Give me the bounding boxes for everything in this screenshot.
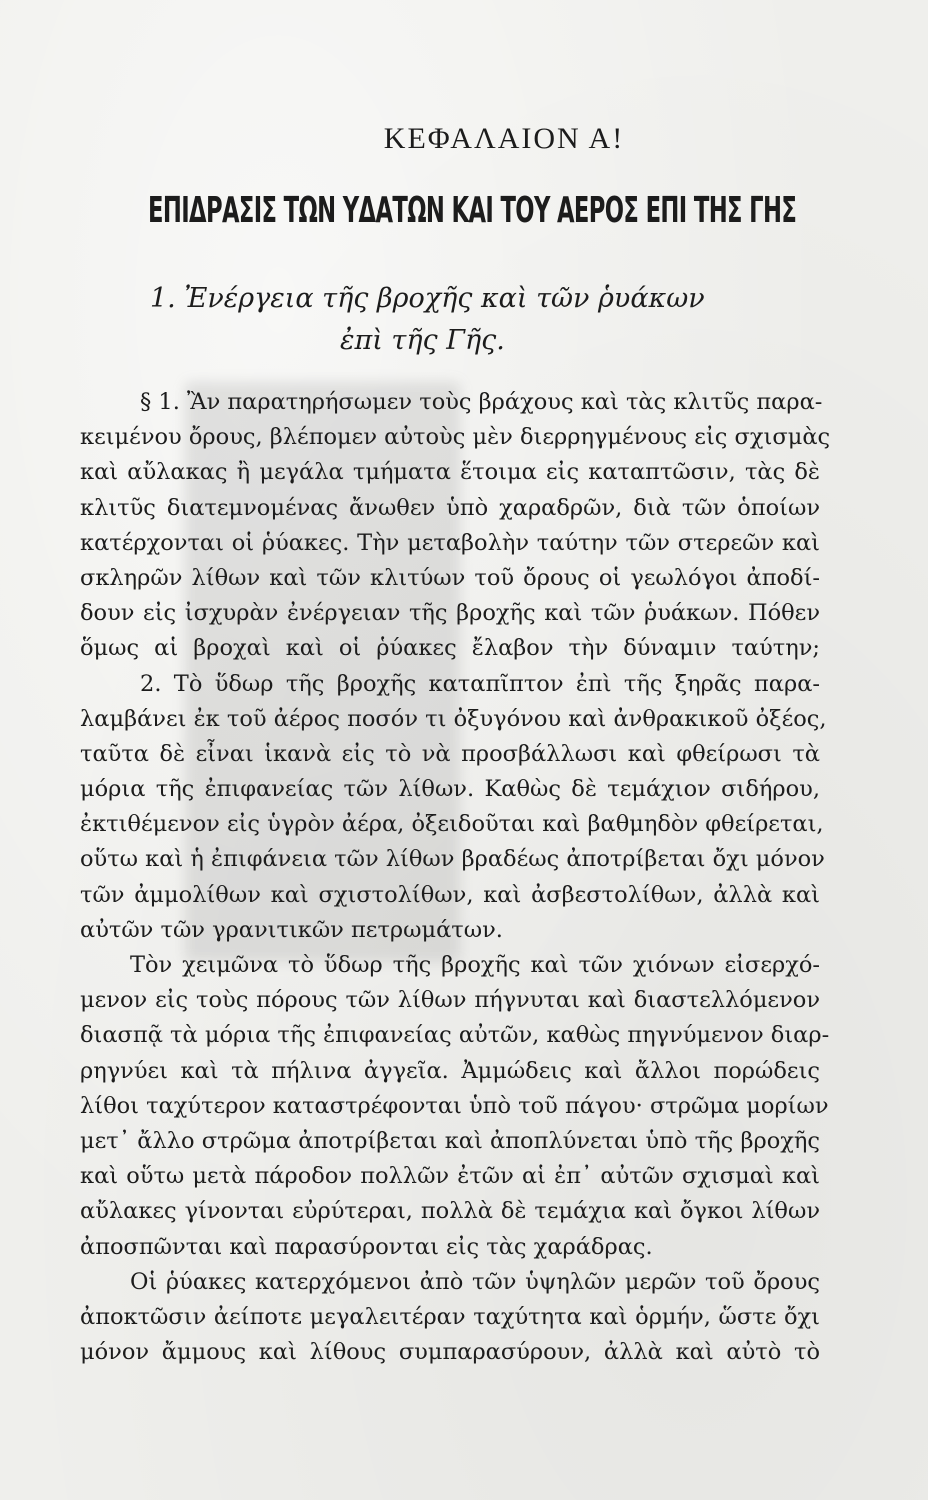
text-line: καὶ οὕτω μετὰ πάροδον πολλῶν ἐτῶν αἱ ἐπ᾽ αὐτῶν σχισμαὶ καὶ <box>80 1163 820 1190</box>
text-line: Τὸν χειμῶνα τὸ ὕδωρ τῆς βροχῆς καὶ τῶν χιόνων εἰσερχό- <box>130 952 820 978</box>
text-line: κατέρχονται οἱ ῥύακες. Τὴν μεταβολὴν ταύτην τῶν στερεῶν καὶ <box>80 529 820 556</box>
body-text <box>80 385 831 1370</box>
text-line: ἀποσπῶνται καὶ παρασύρονται εἰς τὰς χαράδρας. <box>80 1233 653 1260</box>
text-line: 2. Τὸ ὕδωρ τῆς βροχῆς καταπῖπτον ἐπὶ τῆς ξηρᾶς παρα- <box>140 670 820 697</box>
text-line: μόρια τῆς ἐπιφανείας τῶν λίθων. Καθὼς δὲ τεμάχιον σιδήρου, <box>80 776 820 803</box>
text-line: ἐκτιθέμενον εἰς ὑγρὸν ἀέρα, ὀξειδοῦται καὶ βαθμηδὸν φθείρεται, <box>80 811 824 838</box>
text-line: λίθοι ταχύτερον καταστρέφονται ὑπὸ τοῦ πάγου· στρῶμα μορίων <box>80 1092 829 1119</box>
text-line: μόνον ἄμμους καὶ λίθους συμπαρασύρουν, ἀλλὰ καὶ αὐτὸ τὸ <box>80 1339 820 1366</box>
text-line: τῶν ἀμμολίθων καὶ σχιστολίθων, καὶ ἀσβεστολίθων, ἀλλὰ καὶ <box>80 881 820 908</box>
text-line: οὕτω καὶ ἡ ἐπιφάνεια τῶν λίθων βραδέως ἀποτρίβεται ὄχι μόνον <box>80 846 825 873</box>
text-line: καὶ αὔλακας ἢ μεγάλα τμήματα ἕτοιμα εἰς καταπτῶσιν, τὰς δὲ <box>80 459 820 486</box>
text-line: ἀποκτῶσιν ἀείποτε μεγαλειτέραν ταχύτητα καὶ ὁρμήν, ὥστε ὄχι <box>80 1303 820 1330</box>
chapter-heading: ΚΕΦΑΛΑΙΟΝ Α! <box>383 122 625 155</box>
text-line: § 1. Ἂν παρατηρήσωμεν τοὺς βράχους καὶ τὰς κλιτῦς παρα- <box>140 389 823 415</box>
text-line: ὅμως αἱ βροχαὶ καὶ οἱ ῥύακες ἔλαβον τὴν δύναμιν ταύτην; <box>80 635 820 662</box>
text-line: λαμβάνει ἐκ τοῦ ἀέρος ποσόν τι ὀξυγόνου καὶ ἀνθρακικοῦ ὀξέος, <box>80 705 827 732</box>
section-heading-line-1: 1. Ἐνέργεια τῆς βροχῆς καὶ τῶν ῥυάκων <box>150 283 705 314</box>
text-line: σκληρῶν λίθων καὶ τῶν κλιτύων τοῦ ὄρους οἱ γεωλόγοι ἀποδί- <box>80 564 820 591</box>
section-heading <box>150 278 810 362</box>
text-line: αὐτῶν τῶν γρανιτικῶν πετρωμάτων. <box>80 916 503 943</box>
text-line: διασπᾷ τὰ μόρια τῆς ἐπιφανείας αὐτῶν, καθὼς πηγνύμενον διαρ- <box>80 1022 830 1049</box>
text-line: Οἱ ῥύακες κατερχόμενοι ἀπὸ τῶν ὑψηλῶν μερῶν τοῦ ὄρους <box>130 1268 820 1295</box>
text-line: δουν εἰς ἰσχυρὰν ἐνέργειαν τῆς βροχῆς καὶ τῶν ῥυάκων. Πόθεν <box>80 600 820 627</box>
chapter-title: ΕΠΙΔΡΑΣΙΣ ΤΩΝ ΥΔΑΤΩΝ ΚΑΙ ΤΟΥ ΑΕΡΟΣ ΕΠΙ ΤΗΣ ΓΗΣ <box>148 190 797 231</box>
text-line: ταῦτα δὲ εἶναι ἱκανὰ εἰς τὸ νὰ προσβάλλωσι καὶ φθείρωσι τὰ <box>80 740 820 767</box>
text-line: ρηγνύει καὶ τὰ πήλινα ἀγγεῖα. Ἀμμώδεις καὶ ἄλλοι πορώδεις <box>80 1057 820 1084</box>
text-line: μετ᾽ ἄλλο στρῶμα ἀποτρίβεται καὶ ἀποπλύνεται ὑπὸ τῆς βροχῆς <box>80 1127 820 1154</box>
text-line: αὔλακες γίνονται εὐρύτεραι, πολλὰ δὲ τεμάχια καὶ ὄγκοι λίθων <box>80 1198 820 1225</box>
section-heading-line-2: ἐπὶ τῆς Γῆς. <box>340 325 505 356</box>
text-line: μενον εἰς τοὺς πόρους τῶν λίθων πήγνυται καὶ διαστελλόμενον <box>80 987 820 1014</box>
text-line: κλιτῦς διατεμνομένας ἄνωθεν ὑπὸ χαραδρῶν, διὰ τῶν ὁποίων <box>80 494 820 521</box>
text-line: κειμένου ὄρους, βλέπομεν αὐτοὺς μὲν διερρηγμένους εἰς σχισμὰς <box>80 424 831 451</box>
